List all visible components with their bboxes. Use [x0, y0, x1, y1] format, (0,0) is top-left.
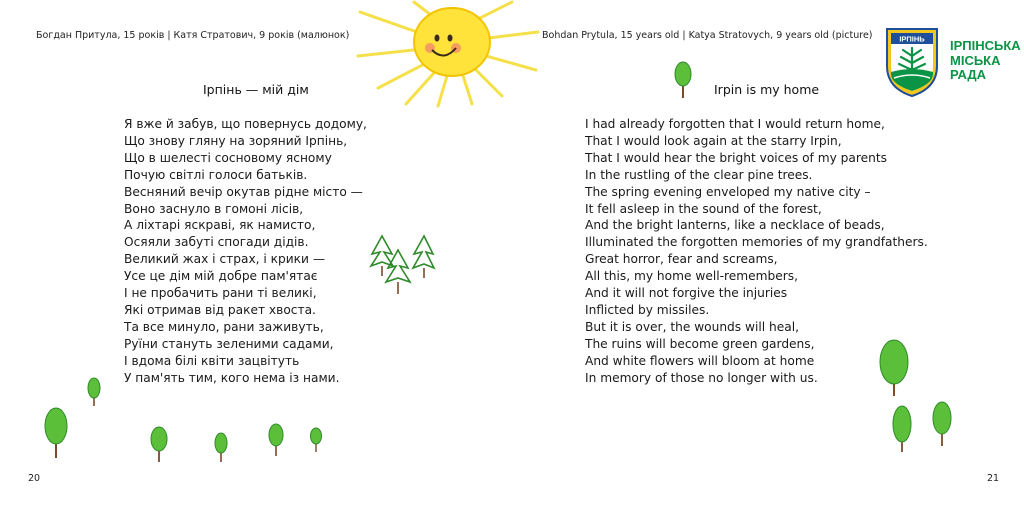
- tree-drawing: [86, 376, 102, 408]
- city-council-name: [950, 39, 1021, 83]
- poem-line: Та все минуло, рани заживуть,: [124, 319, 324, 334]
- poem-line: It fell asleep in the sound of the forest,: [585, 201, 822, 216]
- tree-drawing: [308, 426, 324, 454]
- poem-line: Що знову гляну на зоряний Ірпінь,: [124, 133, 348, 148]
- tree-drawing: [890, 402, 914, 454]
- pine-trees-drawing: [368, 232, 436, 296]
- poem-line: А ліхтарі яскраві, як намисто,: [124, 218, 316, 233]
- tree-drawing: [930, 398, 954, 448]
- tree-drawing: [672, 60, 694, 100]
- poem-line: Які отримав від ракет хвоста.: [124, 302, 316, 317]
- poem-line: Що в шелесті сосновому ясному: [124, 150, 332, 165]
- poem-line: Усе це дім мій добре пам'ятає: [124, 269, 318, 284]
- poem-line: Весняний вечір окутав рідне місто —: [124, 184, 363, 199]
- author-credit-en: Bohdan Prytula, 15 years old | Katya Stratovych, 9 years old (picture): [542, 30, 873, 41]
- poem-line: I had already forgotten that I would return home,: [585, 117, 885, 131]
- tree-drawing: [212, 430, 230, 464]
- poem-line: Руїни стануть зеленими садами,: [124, 336, 334, 351]
- poem-line: І не пробачить рани ті великі,: [124, 286, 317, 301]
- poem-text-ua: [124, 116, 367, 387]
- poem-line: Воно заснуло в гомоні лісів,: [124, 201, 304, 216]
- poem-line: Почую світлі голоси батьків.: [124, 167, 308, 182]
- poem-title-en: Irpin is my home: [714, 82, 820, 97]
- tree-drawing: [876, 336, 912, 398]
- city-council-name-line: ІРПІНСЬКА: [950, 38, 1021, 53]
- poem-line: And the bright lanterns, like a necklace of beads,: [585, 218, 885, 233]
- page-number-right: 21: [987, 473, 1000, 484]
- sun-drawing: [352, 0, 542, 108]
- poem-line: And white flowers will bloom at home: [585, 353, 815, 368]
- poem-line: That I would hear the bright voices of my parents: [585, 150, 887, 165]
- poem-line: In memory of those no longer with us.: [585, 370, 818, 385]
- poem-line: Великий жах і страх, і крики —: [124, 252, 326, 267]
- poem-line: Inflicted by missiles.: [585, 302, 710, 317]
- city-council-name-line: РАДА: [950, 67, 987, 82]
- poem-line: In the rustling of the clear pine trees.: [585, 167, 813, 182]
- poem-line: Я вже й забув, що повернусь додому,: [124, 117, 367, 131]
- tree-drawing: [42, 404, 70, 460]
- page-number-left: 20: [28, 473, 41, 484]
- author-credit-ua: Богдан Притула, 15 років | Катя Стратович, 9 років (малюнок): [36, 30, 350, 41]
- poem-line: Illuminated the forgotten memories of my grandfathers.: [585, 235, 928, 250]
- poem-line: All this, my home well-remembers,: [585, 269, 798, 284]
- coat-of-arms-label: ІРПІНЬ: [899, 34, 925, 44]
- city-council-coat-of-arms-icon: [884, 26, 940, 98]
- poem-title-ua: Ірпінь — мій дім: [203, 82, 309, 97]
- poem-line: But it is over, the wounds will heal,: [585, 319, 799, 334]
- poem-line: That I would look again at the starry Irpin,: [585, 133, 842, 148]
- poem-line: Great horror, fear and screams,: [585, 252, 778, 267]
- poem-line: У пам'ять тим, кого нема із нами.: [124, 370, 340, 385]
- poem-line: The ruins will become green gardens,: [585, 336, 815, 351]
- poem-line: І вдома білі квіти зацвітуть: [124, 353, 300, 368]
- poem-line: The spring evening enveloped my native city –: [585, 184, 871, 199]
- tree-drawing: [266, 422, 286, 458]
- poem-line: Осяяли забуті спогади дідів.: [124, 235, 309, 250]
- city-council-name-line: МІСЬКА: [950, 52, 1001, 68]
- poem-line: And it will not forgive the injuries: [585, 286, 788, 301]
- tree-drawing: [148, 424, 170, 464]
